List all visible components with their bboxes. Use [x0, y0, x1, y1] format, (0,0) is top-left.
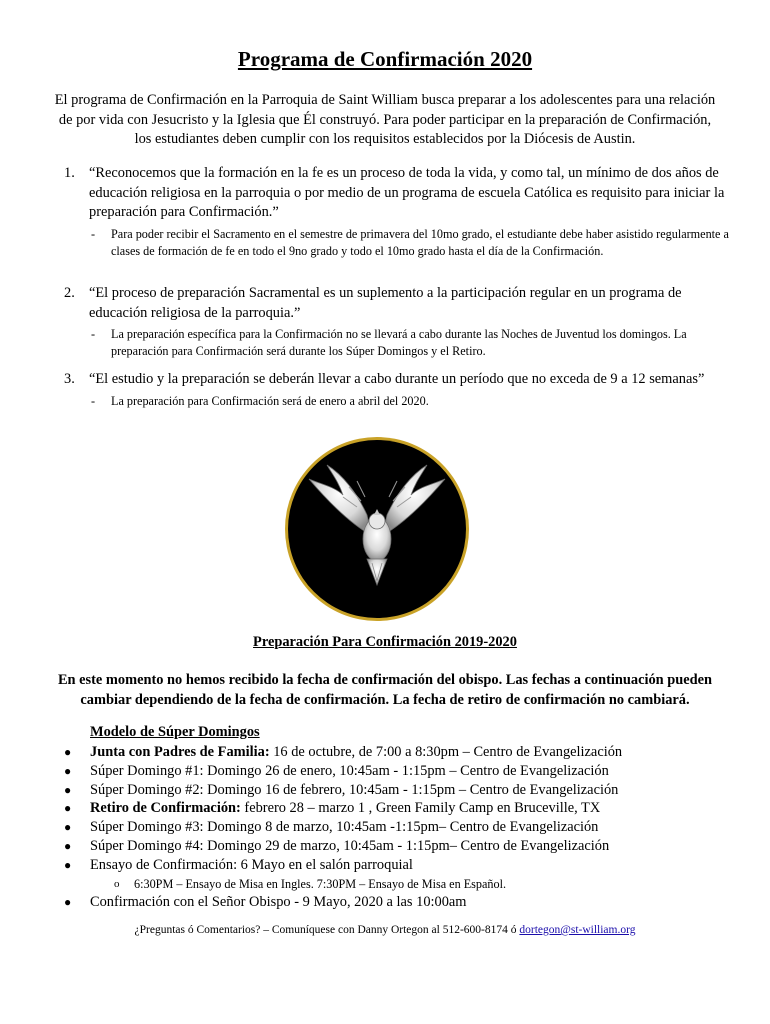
- requirement-1: [64, 164, 729, 260]
- intro-paragraph: El programa de Confirmación en la Parroquia de Saint William busca preparar a los adolescentes para una relación de por vida con Jesucristo y la Iglesia que Él construyó. Para poder participar en la preparación de Confirmación, los estudiantes deben cumplir con los requisitos establecidos por la Diócesis de Austin.: [54, 92, 716, 147]
- list-item: [62, 781, 742, 800]
- list-item: [62, 837, 742, 856]
- requirement-note: [89, 226, 729, 260]
- item-text: Súper Domingo #1: Domingo 26 de enero, 10:45am - 1:15pm – Centro de Evangelización: [90, 762, 609, 779]
- item-text: Confirmación con el Señor Obispo - 9 Mayo, 2020 a las 10:00am: [90, 893, 467, 910]
- requirement-quote: “Reconocemos que la formación en la fe es un proceso de toda la vida, y como tal, un mínimo de dos años de educación religiosa en la parroquia o por medio de un programa de escuela Católica es requisito para iniciar la preparación para Confirmación.”: [89, 165, 725, 220]
- requirement-note-text: Para poder recibir el Sacramento en el semestre de primavera del 10mo grado, el estudiante debe haber asistido regularmente a clases de formación de fe en todo el 9no grado y todo el 10mo grado hasta el día de la Confirmación.: [111, 226, 729, 258]
- requirement-2: [64, 284, 729, 360]
- bullet-icon: ●: [64, 745, 72, 759]
- section-title: Preparación Para Confirmación 2019-2020: [253, 634, 517, 650]
- bullet-icon: ●: [64, 857, 72, 872]
- notice-paragraph: En este momento no hemos recibido la fecha de confirmación del obispo. Las fechas a continuación pueden cambiar dependiendo de la fecha de confirmación. La fecha de retiro de confirmación no cambiará.: [57, 672, 713, 708]
- item-text: 16 de octubre, de 7:00 a 8:30pm – Centro de Evangelización: [269, 744, 623, 760]
- footer-text: ¿Preguntas ó Comentarios? – Comuníquese con Danny Ortegon al 512-600-8174 ó: [134, 924, 520, 936]
- requirement-note-text: La preparación para Confirmación será de enero a abril del 2020.: [111, 393, 429, 408]
- list-item: [62, 893, 742, 912]
- list-item: [62, 743, 742, 762]
- item-text: Súper Domingo #2: Domingo 16 de febrero, 10:45am - 1:15pm – Centro de Evangelización: [90, 781, 619, 798]
- list-item: [62, 762, 742, 781]
- item-text: febrero 28 – marzo 1 , Green Family Camp en Bruceville, TX: [240, 800, 601, 817]
- email-link[interactable]: dortegon@st-william.org: [519, 924, 636, 936]
- sub-list-item: [62, 875, 742, 893]
- bullet-icon: ●: [64, 820, 72, 835]
- requirement-number: 3.: [64, 371, 75, 387]
- schedule-list: [62, 743, 742, 911]
- requirement-quote: “El proceso de preparación Sacramental es un suplemento a la participación regular en un programa de educación religiosa de la parroquia.”: [89, 285, 682, 321]
- requirement-number: 2.: [64, 285, 75, 301]
- item-bold-label: Junta con Padres de Familia:: [90, 744, 270, 760]
- requirement-note: [89, 393, 729, 410]
- footer-contact: [0, 924, 770, 936]
- list-item: [62, 818, 742, 837]
- dash-marker: -: [91, 393, 96, 408]
- sub-bullet-icon: o: [114, 877, 120, 890]
- item-text: Súper Domingo #4: Domingo 29 de marzo, 10:45am - 1:15pm– Centro de Evangelización: [90, 837, 610, 854]
- list-item: [62, 856, 742, 875]
- dash-marker: -: [91, 327, 96, 341]
- bullet-icon: ●: [64, 894, 72, 909]
- bullet-icon: ●: [64, 782, 72, 797]
- dash-marker: -: [91, 226, 96, 241]
- bullet-icon: ●: [64, 838, 72, 853]
- schedule-title: Modelo de Súper Domingos: [90, 724, 260, 740]
- dove-emblem: [283, 435, 471, 623]
- rehearsal-detail: 6:30PM – Ensayo de Misa en Ingles. 7:30PM – Ensayo de Misa en Español.: [134, 876, 507, 891]
- page-title: Programa de Confirmación 2020: [237, 47, 533, 71]
- requirement-number: 1.: [64, 165, 75, 181]
- requirement-note-text: La preparación específica para la Confirmación no se llevará a cabo durante las Noches de Juventud los domingos. La preparación para Confirmación será durante los Súper Domingos y el Retiro.: [111, 327, 687, 358]
- requirement-quote: “El estudio y la preparación se deberán llevar a cabo durante un período que no exceda de 9 a 12 semanas”: [89, 371, 705, 387]
- requirement-note: [89, 326, 729, 360]
- item-text: Ensayo de Confirmación: 6 Mayo en el salón parroquial: [90, 856, 413, 873]
- item-bold-label: Retiro de Confirmación:: [90, 800, 241, 817]
- list-item: [62, 799, 742, 818]
- bullet-icon: ●: [64, 763, 72, 778]
- item-text: Súper Domingo #3: Domingo 8 de marzo, 10:45am -1:15pm– Centro de Evangelización: [90, 819, 599, 836]
- requirement-3: [64, 370, 729, 410]
- bullet-icon: ●: [64, 801, 72, 816]
